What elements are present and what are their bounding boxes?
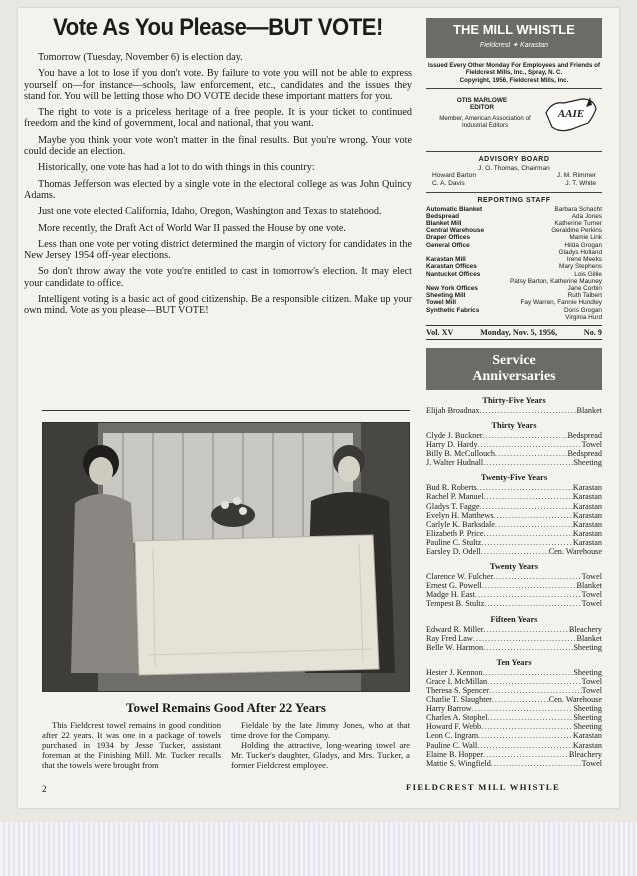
staff-row [426, 213, 602, 220]
member-notice: Member, American Association of Industrial Editors [439, 114, 531, 130]
anniversary-entry [426, 538, 602, 547]
staff-row [426, 234, 602, 241]
staff-department: Draper Offices [426, 234, 471, 242]
leader-dots [484, 625, 569, 634]
anniversary-entry [426, 750, 602, 759]
anniversary-entry [426, 677, 602, 686]
anniversary-entry [426, 686, 602, 695]
page-number: 2 [42, 784, 47, 794]
anniversary-entry [426, 590, 602, 599]
right-column [426, 18, 602, 768]
employee-department: Cen. Warehouse [548, 695, 602, 705]
anniversary-entry [426, 731, 602, 740]
employee-name: Elaine B. Hopper [426, 749, 484, 759]
staff-department: Blanket Mill [426, 220, 462, 228]
anniversary-entry [426, 625, 602, 634]
employee-department: Bleachery [568, 624, 602, 634]
leader-dots [477, 483, 573, 492]
caption-columns [42, 720, 410, 770]
employee-name: Evelyn H. Matthews [426, 510, 494, 520]
employee-department: Sheeting [573, 667, 602, 677]
anniversary-entry [426, 643, 602, 652]
employee-name: Charlie T. Slaughter [426, 695, 492, 705]
staff-row [426, 271, 602, 278]
staff-row [426, 227, 602, 234]
advisory-member: J. M. Rimmer [556, 172, 596, 180]
leader-dots [483, 643, 573, 652]
employee-department: Bedspread [567, 449, 602, 459]
employee-department: Towel [581, 685, 602, 695]
employee-department: Blanket [576, 405, 602, 415]
employee-name: Clarence W. Fulcher [426, 572, 494, 582]
issue-volume: Vol. XV [426, 327, 454, 337]
anniversary-group-title: Thirty Years [491, 421, 537, 431]
employee-department: Karastan [572, 501, 602, 511]
staff-row [426, 220, 602, 227]
article-paragraph: More recently, the Draft Act of World War II passed the House by one vote. [38, 222, 346, 234]
employee-department: Karastan [572, 510, 602, 520]
caption-col-2-para-2: Holding the attractive, long-wearing towel are Mr. Tucker's daughter, Gladys, and Mrs. Tucker, a former Fieldcrest employee. [231, 740, 410, 770]
leader-dots [493, 572, 582, 581]
staff-reporter: Virginia Hurd [565, 313, 602, 321]
anniversary-entry [426, 547, 602, 556]
employee-name: Bud R. Roberts [426, 483, 477, 493]
anniversary-entry [426, 458, 602, 467]
leader-dots [484, 492, 573, 501]
anniversary-entry [426, 449, 602, 458]
employee-department: Blanket [576, 581, 602, 591]
staff-department: Towel Mill [426, 299, 457, 307]
employee-name: Carlyle K. Barksdale [426, 519, 495, 529]
staff-row [426, 263, 602, 270]
staff-reporter: Fay Warren, Fannie Hundley [520, 299, 602, 307]
employee-department: Karastan [572, 537, 602, 547]
footer-title: FIELDCREST MILL WHISTLE [406, 782, 561, 792]
anniversary-entry [426, 572, 602, 581]
towel-photo [42, 422, 410, 692]
svg-text:AAIE: AAIE [557, 107, 585, 120]
employee-department: Towel [581, 676, 602, 686]
staff-department: Bedspread [426, 212, 460, 220]
anniversary-group-title: Ten Years [496, 657, 532, 667]
employee-name: Harry Barrow [426, 704, 472, 714]
article-paragraph: You have a lot to lose if you don't vote. By failure to vote you will not be able to express yourself on—for instance—schools, law enforcement, etc., candidates and the issues they stand for. You will be letting those who DO VOTE decide these important matters for you. [24, 68, 412, 102]
anniversary-entry [426, 581, 602, 590]
masthead-sub-left: Fieldcrest [479, 42, 511, 49]
anniversary-group-title: Twenty-Five Years [480, 473, 548, 483]
staff-reporter: Patsy Barton, Katherine Mauney [509, 277, 602, 285]
employee-name: Elizabeth P. Price [426, 528, 484, 538]
staff-row [426, 206, 602, 213]
leader-dots [491, 759, 582, 768]
employee-department: Sheeting [573, 722, 602, 732]
issue-date: Monday, Nov. 5, 1956, [480, 327, 558, 337]
caption-col-2 [231, 720, 410, 770]
advisory-row [426, 172, 602, 180]
anniversary-entry [426, 492, 602, 501]
leader-dots [482, 581, 577, 590]
employee-name: Howard F. Webb [426, 722, 482, 732]
article-paragraph: Thomas Jefferson was elected by a single vote in the electoral college as was John Quincy Adams. [24, 178, 412, 201]
staff-department: Karastan Mill [426, 256, 466, 264]
leader-dots [472, 704, 574, 713]
article-paragraph: Less than one vote per voting district determined the margin of victory for candidates in the New Jersey 1954 off-year elections. [24, 238, 412, 262]
staff-row [426, 299, 602, 306]
staff-row [426, 256, 602, 263]
article-paragraph: So don't throw away the vote you're entitled to cast in tomorrow's election. It may elect your candidate to office. [24, 266, 412, 289]
staff-row [426, 285, 602, 292]
advisory-member: C. A. Davis [432, 180, 465, 188]
anniversary-group-title: Twenty Years [489, 562, 539, 572]
employee-name: Charles A. Stophel [426, 713, 488, 723]
staff-reporter: Hilda Grogan [564, 241, 602, 249]
divider [426, 151, 602, 152]
leader-dots [477, 741, 573, 750]
copyright-text: Copyright, 1956, Fieldcrest Mills, Inc. [459, 76, 569, 84]
editor [428, 97, 536, 112]
employee-name: Earsley D. Odell [426, 547, 481, 557]
employee-name: Theresa S. Spencer [426, 685, 489, 695]
anniversary-entry [426, 406, 602, 415]
article-paragraph: Historically, one vote has had a lot to do with things in this country: [38, 162, 315, 174]
employee-name: Edward R. Miller [426, 624, 484, 634]
advisory-member: Howard Barton [432, 172, 476, 180]
anniversary-entry [426, 431, 602, 440]
staff-department: Karastan Offices [426, 263, 477, 271]
anniversary-entry [426, 704, 602, 713]
staff-reporter: Gladys Holland [558, 248, 602, 256]
employee-name: Mattie S. Wingfield [426, 758, 491, 768]
editor-block [426, 93, 602, 147]
leader-dots [483, 458, 573, 467]
anniversary-entry [426, 529, 602, 538]
leader-dots [483, 750, 569, 759]
advisory-member: J. T. White [565, 180, 596, 188]
editor-title: EDITOR [469, 104, 495, 112]
staff-reporter: Ruth Talbert [567, 292, 602, 300]
issue-number: No. 9 [583, 327, 602, 337]
leader-dots [478, 731, 573, 740]
staff-reporter: Ada Jones [571, 212, 602, 220]
photo-caption: Towel Remains Good After 22 Years [126, 700, 326, 715]
anniversary-entry [426, 668, 602, 677]
staff-reporter: Geraldine Perkins [551, 227, 602, 235]
staff-department: Central Warehouse [426, 227, 485, 235]
masthead [426, 18, 602, 58]
staff-row [426, 292, 602, 299]
masthead-star-icon: ✦ [512, 42, 521, 49]
staff-department: Synthetic Fabrics [426, 306, 480, 314]
employee-department: Cen. Warehouse [548, 547, 602, 557]
employee-name: Elijah Broadnax [426, 405, 480, 415]
employee-name: Belle W. Harmon [426, 642, 484, 652]
employee-department: Sheeting [573, 458, 602, 468]
reporting-staff [426, 206, 602, 321]
employee-name: Pauline C. Wall [426, 740, 478, 750]
anniversary-entry [426, 722, 602, 731]
anniversary-entry [426, 599, 602, 608]
staff-title: REPORTING STAFF [477, 196, 551, 204]
anniversary-entry [426, 759, 602, 768]
employee-name: Tempest B. Stultz [426, 599, 485, 609]
anniversary-entry [426, 511, 602, 520]
employee-name: Clyde J. Buckner [426, 431, 483, 441]
employee-name: Gladys T. Fagge [426, 501, 480, 511]
photo-illustration [43, 423, 410, 692]
caption-col-2-para-1: Fieldale by the late Jimmy Jones, who at that time drove for the Company. [231, 720, 410, 740]
aaie-logo-icon [542, 93, 600, 137]
employee-department: Bedspread [567, 431, 602, 441]
article-body [24, 52, 412, 317]
masthead-title: THE MILL WHISTLE [453, 22, 575, 37]
employee-department: Sheeting [573, 713, 602, 723]
employee-department: Karastan [572, 528, 602, 538]
anniversary-entry [426, 713, 602, 722]
employee-name: Hester J. Kennon [426, 667, 483, 677]
employee-name: J. Walter Hudnall [426, 458, 484, 468]
anniversary-list [426, 396, 602, 768]
employee-department: Karastan [572, 740, 602, 750]
staff-reporter: Jane Corbin [567, 284, 602, 292]
employee-department: Towel [581, 599, 602, 609]
anniversary-entry [426, 695, 602, 704]
employee-department: Karastan [572, 731, 602, 741]
masthead-sub-right: Karastan [520, 42, 549, 49]
anniversary-entry [426, 520, 602, 529]
employee-department: Towel [581, 572, 602, 582]
leader-dots [483, 668, 574, 677]
staff-row [426, 249, 602, 256]
article-paragraph: Maybe you think your vote won't matter in the final results. But you're wrong. Your vote could decide an election. [24, 134, 412, 158]
employee-name: Billy B. McCullouch [426, 449, 495, 459]
anniversary-group-title: Thirty-Five Years [482, 395, 546, 405]
leader-dots [480, 502, 573, 511]
employee-name: Ernest G. Powell [426, 581, 482, 591]
service-title-1: Service [492, 352, 536, 368]
staff-row [426, 307, 602, 314]
staff-department: General Office [426, 241, 470, 249]
staff-reporter: Mamie Link [569, 234, 602, 242]
vote-article [24, 14, 412, 322]
service-banner [426, 348, 602, 390]
anniversary-entry [426, 741, 602, 750]
advisory-row [426, 180, 602, 188]
divider [42, 410, 410, 411]
leader-dots [475, 590, 582, 599]
leader-dots [484, 529, 573, 538]
article-headline: Vote As You Please—BUT VOTE! [53, 14, 383, 41]
employee-name: Ray Fred Law [426, 633, 473, 643]
employee-department: Bleachery [568, 749, 602, 759]
employee-name: Rachel P. Manuel [426, 492, 484, 502]
staff-row [426, 242, 602, 249]
employee-name: Harry D. Hardy [426, 440, 478, 450]
leader-dots [481, 547, 549, 556]
staff-reporter: Barbara Schacht [554, 205, 602, 213]
employee-department: Towel [581, 590, 602, 600]
leader-dots [479, 406, 576, 415]
leader-dots [478, 440, 582, 449]
advisory-row [426, 165, 602, 173]
employee-department: Sheeting [573, 642, 602, 652]
advisory-member: J. O. Thomas, Chairman [478, 164, 550, 172]
masthead-sub [426, 41, 602, 49]
staff-reporter: Mary Stephens [559, 263, 602, 271]
employee-department: Sheeting [573, 704, 602, 714]
leader-dots [489, 686, 582, 695]
leader-dots [473, 634, 577, 643]
anniversary-entry [426, 483, 602, 492]
issue-line [426, 325, 602, 340]
service-title-2: Anniversaries [472, 368, 556, 384]
article-paragraph: Tomorrow (Tuesday, November 6) is election day. [38, 52, 243, 63]
leader-dots [488, 713, 574, 722]
anniversary-entry [426, 634, 602, 643]
staff-row [426, 278, 602, 285]
staff-row [426, 314, 602, 321]
scan-margin [0, 822, 637, 876]
anniversary-group-title: Fifteen Years [490, 614, 538, 624]
employee-department: Karastan [572, 492, 602, 502]
article-paragraph: The right to vote is a priceless heritage of a free people. It is your ticket to continued freedom and the kind of government, local and national, that you want. [24, 107, 412, 130]
employee-department: Karastan [572, 483, 602, 493]
leader-dots [484, 599, 581, 608]
anniversary-entry [426, 440, 602, 449]
issued-text: Issued Every Other Monday For Employees and Friends of Fieldcrest Mills, Inc., Spray, N. C. [428, 62, 600, 77]
leader-dots [481, 538, 573, 547]
employee-department: Blanket [576, 633, 602, 643]
employee-name: Grace I. McMillan [426, 676, 488, 686]
employee-department: Karastan [572, 519, 602, 529]
staff-department: New York Offices [426, 284, 478, 292]
staff-department: Sheeting Mill [426, 292, 466, 300]
divider [426, 192, 602, 193]
staff-reporter: Doris Grogan [563, 306, 602, 314]
leader-dots [495, 449, 568, 458]
divider [426, 88, 602, 89]
leader-dots [487, 677, 581, 686]
leader-dots [483, 431, 568, 440]
staff-department: Nantucket Offices [426, 270, 481, 278]
leader-dots [492, 695, 549, 704]
employee-name: Pauline C. Stultz [426, 537, 482, 547]
employee-department: Towel [581, 758, 602, 768]
editor-name: OTIS MARLOWE [456, 96, 508, 104]
staff-reporter: Katherine Turner [554, 220, 602, 228]
staff-department: Automatic Blanket [426, 205, 483, 213]
employee-name: Leon C. Ingram [426, 731, 479, 741]
article-paragraph: Intelligent voting is a basic act of good citizenship. Be a responsible citizen. Make up your own mind. Vote as you please—BUT VOTE! [24, 294, 412, 317]
anniversary-entry [426, 502, 602, 511]
caption-col-1: This Fieldcrest towel remains in good condition after 22 years. It was one in a package of towels purchased in 1934 by Jesse Tucker, assistant foreman at the Finishing Mill. Mr. Tucker recalls that the towels were brought from [42, 720, 221, 770]
issued-notice [426, 62, 602, 84]
employee-department: Towel [581, 440, 602, 450]
employee-name: Madge H. East [426, 590, 475, 600]
leader-dots [495, 520, 573, 529]
article-paragraph: Just one vote elected California, Idaho, Oregon, Washington and Texas to statehood. [38, 206, 382, 218]
staff-reporter: Irene Meeks [566, 256, 602, 264]
leader-dots [481, 722, 573, 731]
advisory-board [426, 165, 602, 188]
advisory-title: ADVISORY BOARD [478, 155, 550, 163]
staff-reporter: Lois Gillie [574, 270, 602, 278]
leader-dots [494, 511, 573, 520]
